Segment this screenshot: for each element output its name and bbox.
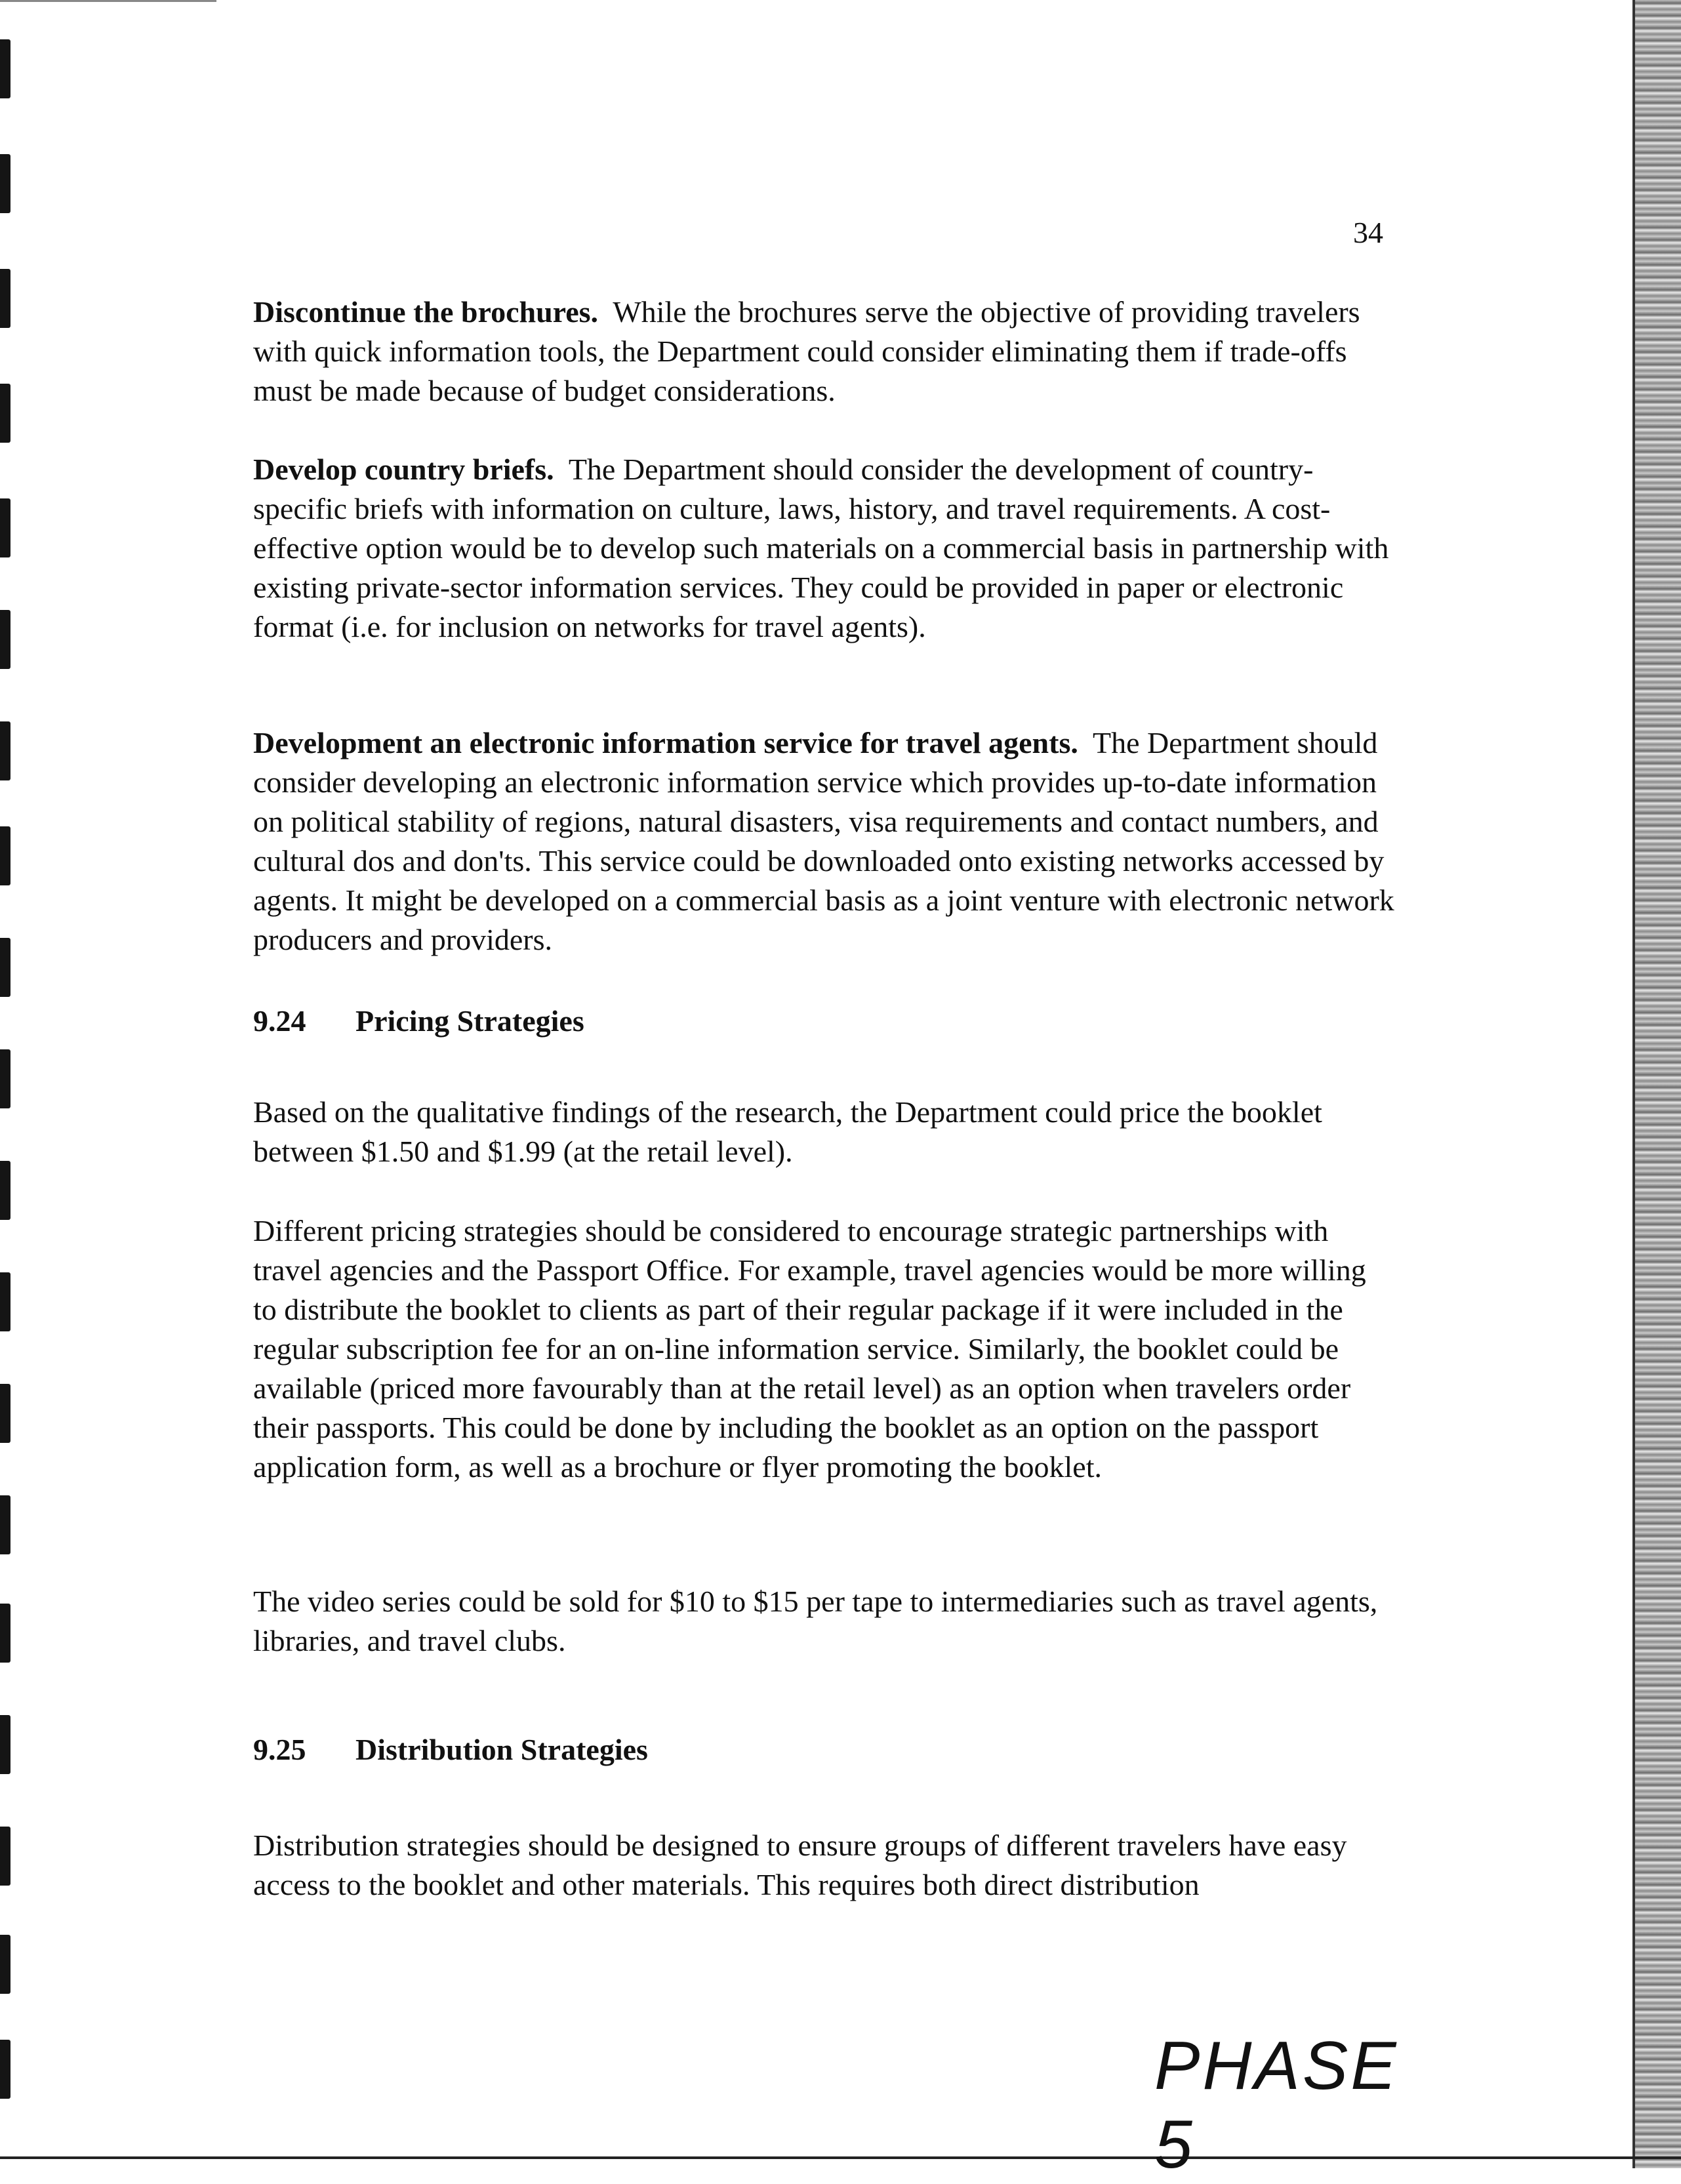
binder-hole-mark [0, 39, 10, 98]
paragraph-distribution-1 [253, 1826, 1394, 1905]
paragraph-lead: Development an electronic information service for travel agents. [253, 726, 1078, 759]
section-heading-distribution [253, 1730, 1368, 1769]
binder-hole-mark [0, 721, 10, 780]
phase-label: PHASE [1154, 2028, 1399, 2104]
binder-hole-mark [0, 498, 10, 557]
binder-hole-mark [0, 826, 10, 885]
binder-hole-mark [0, 1384, 10, 1443]
paragraph-text: Based on the qualitative findings of the research, the Department could price the booklet between $1.50 and $1.99 (at the retail level). [253, 1095, 1322, 1168]
binder-hole-mark [0, 1049, 10, 1108]
phase-footer [1154, 2027, 1463, 2184]
paragraph-pricing-2 [253, 1211, 1394, 1487]
phase-number: 5 [1154, 2107, 1195, 2183]
section-heading-pricing [253, 1001, 1368, 1041]
paragraph-lead: Discontinue the brochures. [253, 295, 599, 329]
binder-hole-mark [0, 1161, 10, 1220]
paragraph-text: The Department should consider the development of country-specific briefs with information on culture, laws, history, and travel requirements. A cost-effective option would be to develop such materials on a commercial basis in partnership with existing private-sector information services. They could be provided in paper or electronic format (i.e. for inclusion on networks for travel agents). [253, 453, 1389, 643]
binder-hole-mark [0, 2040, 10, 2099]
paragraph-electronic-service [253, 723, 1394, 960]
section-title: Pricing Strategies [355, 1004, 584, 1038]
paragraph-text: Different pricing strategies should be considered to encourage strategic partnerships with travel agencies and the Passport Office. For example, travel agencies would be more willing to distribute the booklet to clients as part of their regular package if it were included in the regular subscription fee for an on-line information service. Similarly, the booklet could be available (priced more favourably than at the retail level) as an option when travelers order their passports. This could be done by including the booklet as an option on the passport application form, as well as a brochure or flyer promoting the booklet. [253, 1214, 1366, 1484]
binder-hole-mark [0, 1827, 10, 1886]
page-number: 34 [1353, 216, 1383, 249]
paragraph-text: While the brochures serve the objective of providing travelers with quick information tools, the Department could consider eliminating them if trade-offs must be made because of budget considerations. [253, 295, 1360, 407]
paragraph-pricing-3 [253, 1582, 1394, 1661]
binder-hole-mark [0, 610, 10, 669]
top-rule [0, 0, 216, 2]
paragraph-text: The video series could be sold for $10 to $15 per tape to intermediaries such as travel agents, libraries, and travel clubs. [253, 1585, 1378, 1657]
section-number: 9.24 [253, 1004, 306, 1038]
binder-hole-mark [0, 1272, 10, 1331]
binder-hole-mark [0, 154, 10, 213]
paragraph-pricing-1 [253, 1093, 1394, 1171]
paragraph-lead: Develop country briefs. [253, 453, 554, 486]
paragraph-brochures [253, 293, 1394, 411]
binder-hole-mark [0, 384, 10, 443]
binding-edge [1635, 0, 1681, 2168]
paragraph-text: Distribution strategies should be designed to ensure groups of different travelers have easy access to the booklet and other materials. This requires both direct distribution [253, 1829, 1347, 1901]
binder-hole-mark [0, 1604, 10, 1663]
paragraph-text: The Department should consider developing an electronic information service which provides up-to-date information on political stability of regions, natural disasters, visa requirements and contact numbers, and cultural dos and don'ts. This service could be downloaded onto existing networks accessed by agents. It might be developed on a commercial basis as a joint venture with electronic network producers and providers. [253, 726, 1394, 956]
paragraph-country-briefs [253, 450, 1394, 647]
binder-hole-mark [0, 1715, 10, 1774]
binder-hole-mark [0, 1495, 10, 1554]
binder-hole-mark [0, 1935, 10, 1994]
section-number: 9.25 [253, 1733, 306, 1766]
binder-hole-mark [0, 938, 10, 997]
section-title: Distribution Strategies [355, 1733, 648, 1766]
binder-hole-mark [0, 269, 10, 328]
